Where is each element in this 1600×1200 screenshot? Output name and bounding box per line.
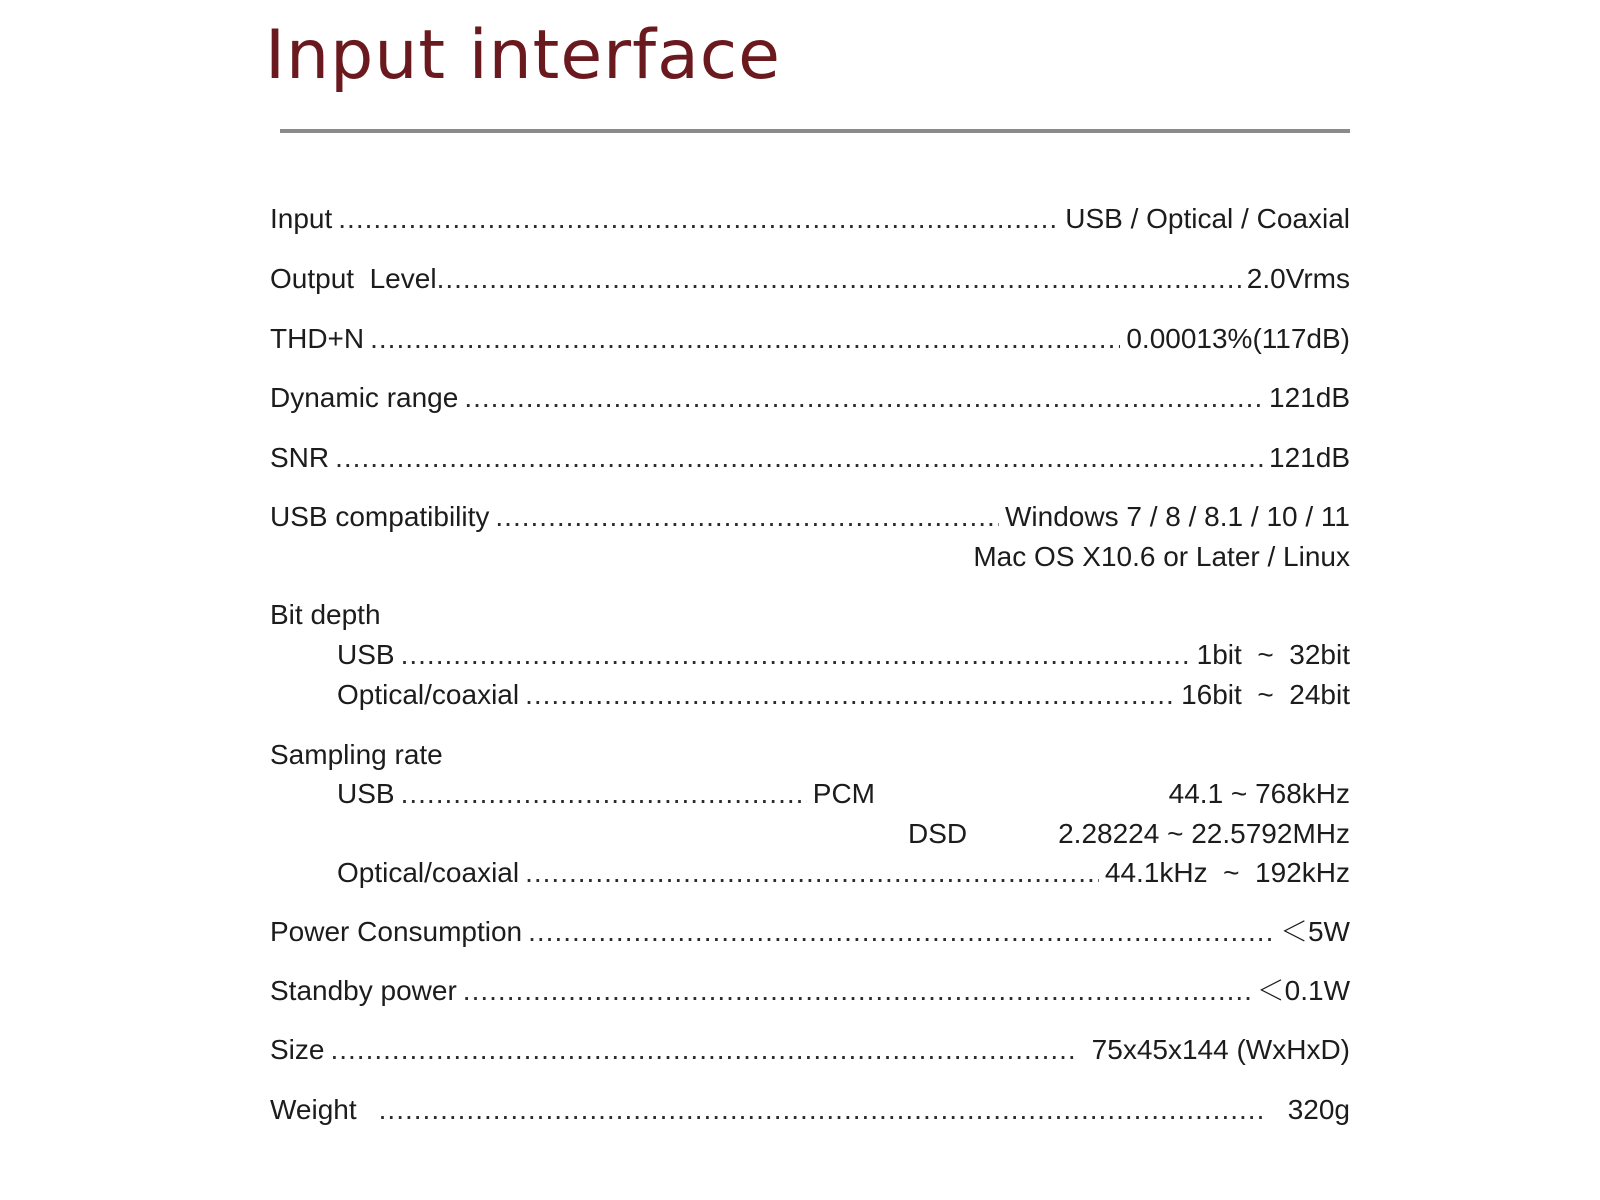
spec-value: 75x45x144 (WxHxD) xyxy=(1084,1030,1350,1070)
spec-value: 121dB xyxy=(1269,438,1350,478)
dot-leader xyxy=(495,497,999,537)
spec-value: Windows 7 / 8 / 8.1 / 10 / 11 xyxy=(1005,497,1350,537)
spec-value: 0.00013%(117dB) xyxy=(1126,319,1350,359)
spec-label: Optical/coaxial xyxy=(337,675,519,715)
spec-row-thd-n xyxy=(270,319,1350,359)
spec-label: Output Level xyxy=(270,259,437,299)
spec-value: ＜0.1W xyxy=(1257,971,1350,1011)
sampling-rate-heading: Sampling rate xyxy=(270,739,443,770)
dot-leader xyxy=(401,635,1191,675)
spec-row-weight xyxy=(270,1090,1350,1130)
dot-leader xyxy=(464,378,1263,418)
spec-label: Input xyxy=(270,199,332,239)
spec-row-output-level xyxy=(270,259,1350,299)
spec-row-sampling-usb xyxy=(337,774,875,814)
page-title: Input interface xyxy=(265,16,781,95)
spec-label: SNR xyxy=(270,438,329,478)
spec-label: Power Consumption xyxy=(270,912,522,952)
spec-label: Dynamic range xyxy=(270,378,458,418)
dot-leader xyxy=(338,199,1059,239)
dot-leader xyxy=(330,1030,1077,1070)
spec-label: Standby power xyxy=(270,971,457,1011)
spec-value: 1bit ~ 32bit xyxy=(1197,635,1350,675)
dot-leader xyxy=(335,438,1263,478)
spec-value: ＜5W xyxy=(1280,912,1350,952)
spec-label: Weight xyxy=(270,1090,357,1130)
dot-leader xyxy=(525,675,1175,715)
dot-leader xyxy=(370,319,1120,359)
spec-row-usb-compatibility-cont xyxy=(270,537,1350,577)
bit-depth-heading: Bit depth xyxy=(270,599,381,630)
spec-value: 44.1kHz ~ 192kHz xyxy=(1105,853,1350,893)
spec-list xyxy=(270,0,1350,1200)
spec-label: USB compatibility xyxy=(270,497,489,537)
dot-leader xyxy=(525,853,1099,893)
spec-label: USB xyxy=(337,774,395,814)
dot-leader xyxy=(437,259,1241,299)
spec-value: 16bit ~ 24bit xyxy=(1181,675,1350,715)
sampling-value-dsd: 2.28224 ~ 22.5792MHz xyxy=(1058,818,1350,849)
spec-value: 320g xyxy=(1288,1090,1350,1130)
spec-label: Size xyxy=(270,1030,324,1070)
spec-row-dynamic-range xyxy=(270,378,1350,418)
spec-label: THD+N xyxy=(270,319,364,359)
spec-label: Optical/coaxial xyxy=(337,853,519,893)
spec-value: Mac OS X10.6 or Later / Linux xyxy=(973,537,1350,577)
spec-value: 2.0Vrms xyxy=(1247,259,1350,299)
spec-row-snr xyxy=(270,438,1350,478)
sampling-value-pcm: 44.1 ~ 768kHz xyxy=(1168,778,1350,809)
sampling-mode-pcm: PCM xyxy=(813,774,875,814)
spec-row-standby-power xyxy=(270,971,1350,1011)
dot-leader xyxy=(528,912,1274,952)
spec-label: USB xyxy=(337,635,395,675)
dot-leader xyxy=(463,971,1251,1011)
spec-row-input xyxy=(270,199,1350,239)
spec-row-sampling-optical xyxy=(337,853,1350,893)
sampling-mode-dsd: DSD xyxy=(908,818,968,849)
dot-leader xyxy=(379,1090,1266,1130)
spec-row-usb-compatibility xyxy=(270,497,1350,537)
dot-leader xyxy=(401,774,807,814)
spec-row-size xyxy=(270,1030,1350,1070)
spec-value: 121dB xyxy=(1269,378,1350,418)
spec-value: USB / Optical / Coaxial xyxy=(1065,199,1350,239)
spec-row-power-consumption xyxy=(270,912,1350,952)
spec-row-bit-depth-usb xyxy=(337,635,1350,675)
spec-row-bit-depth-optical xyxy=(337,675,1350,715)
